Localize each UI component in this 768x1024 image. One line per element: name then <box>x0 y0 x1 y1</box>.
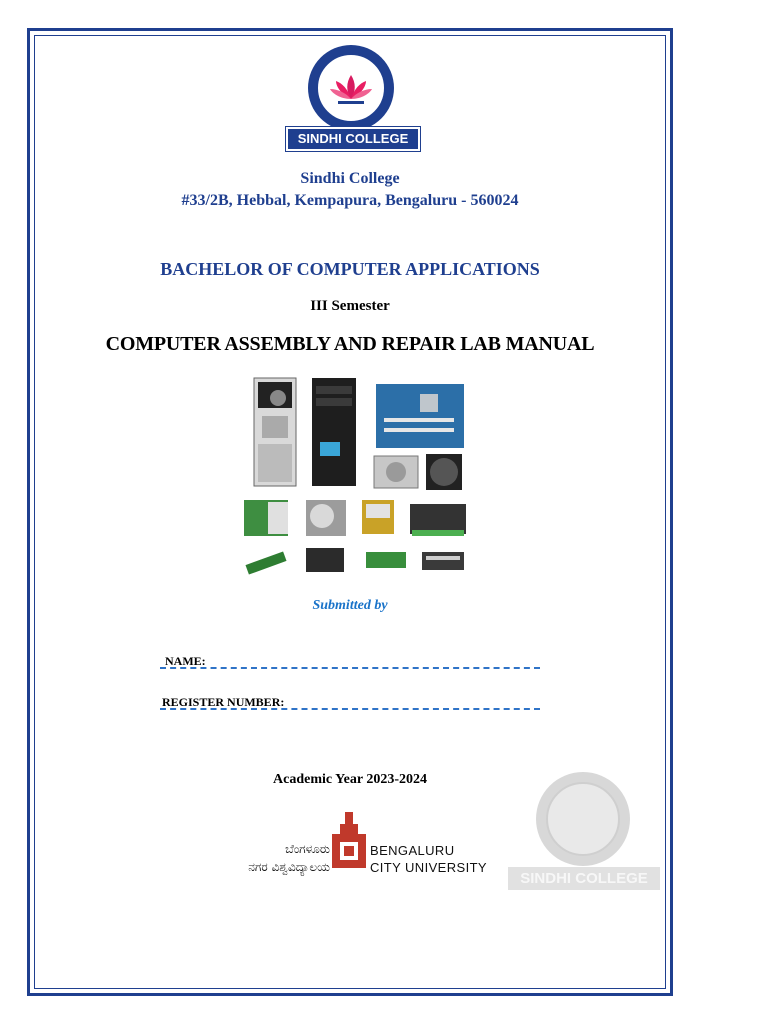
ram-stick-icon <box>245 551 286 574</box>
cpu-tower-icon <box>254 378 296 486</box>
hard-drive-icon <box>244 500 288 536</box>
cooling-fan-icon <box>426 454 462 490</box>
watermark-banner: SINDHI COLLEGE <box>508 867 660 890</box>
computer-hardware-illustration <box>240 374 470 578</box>
university-name-kannada: ಬೆಂಗಳೂರು ನಗರ ವಿಶ್ವವಿದ್ಯಾಲಯ <box>248 842 330 874</box>
cpu-chip-icon <box>362 500 394 534</box>
degree-heading: BACHELOR OF COMPUTER APPLICATIONS <box>160 259 540 279</box>
register-number-field-line[interactable] <box>160 708 540 710</box>
network-card-icon <box>366 552 406 568</box>
name-label: NAME: <box>165 654 206 668</box>
power-supply-icon <box>374 456 418 488</box>
graphics-card-icon <box>410 504 466 536</box>
college-seal-logo <box>308 45 394 131</box>
motherboard-icon <box>376 384 464 448</box>
lotus-icon <box>318 55 384 121</box>
pc-case-icon <box>312 378 356 486</box>
watermark-seal <box>536 772 630 866</box>
college-logo-banner: SINDHI COLLEGE <box>286 127 420 151</box>
optical-drive-icon <box>422 552 464 570</box>
disk-drive-icon <box>306 500 346 536</box>
academic-year: Academic Year 2023-2024 <box>273 772 427 787</box>
name-field-line[interactable] <box>160 667 540 669</box>
manual-title: COMPUTER ASSEMBLY AND REPAIR LAB MANUAL <box>105 333 595 355</box>
university-name: BENGALURU CITY UNIVERSITY <box>370 843 488 875</box>
university-emblem-icon <box>330 812 368 882</box>
college-name: Sindhi College <box>300 170 400 187</box>
submitted-by-label: Submitted by <box>312 598 388 613</box>
expansion-card-icon <box>306 548 344 572</box>
register-number-label: REGISTER NUMBER: <box>162 695 285 709</box>
semester-label: III Semester <box>310 298 390 314</box>
college-address: #33/2B, Hebbal, Kempapura, Bengaluru - 560024 <box>181 192 519 209</box>
